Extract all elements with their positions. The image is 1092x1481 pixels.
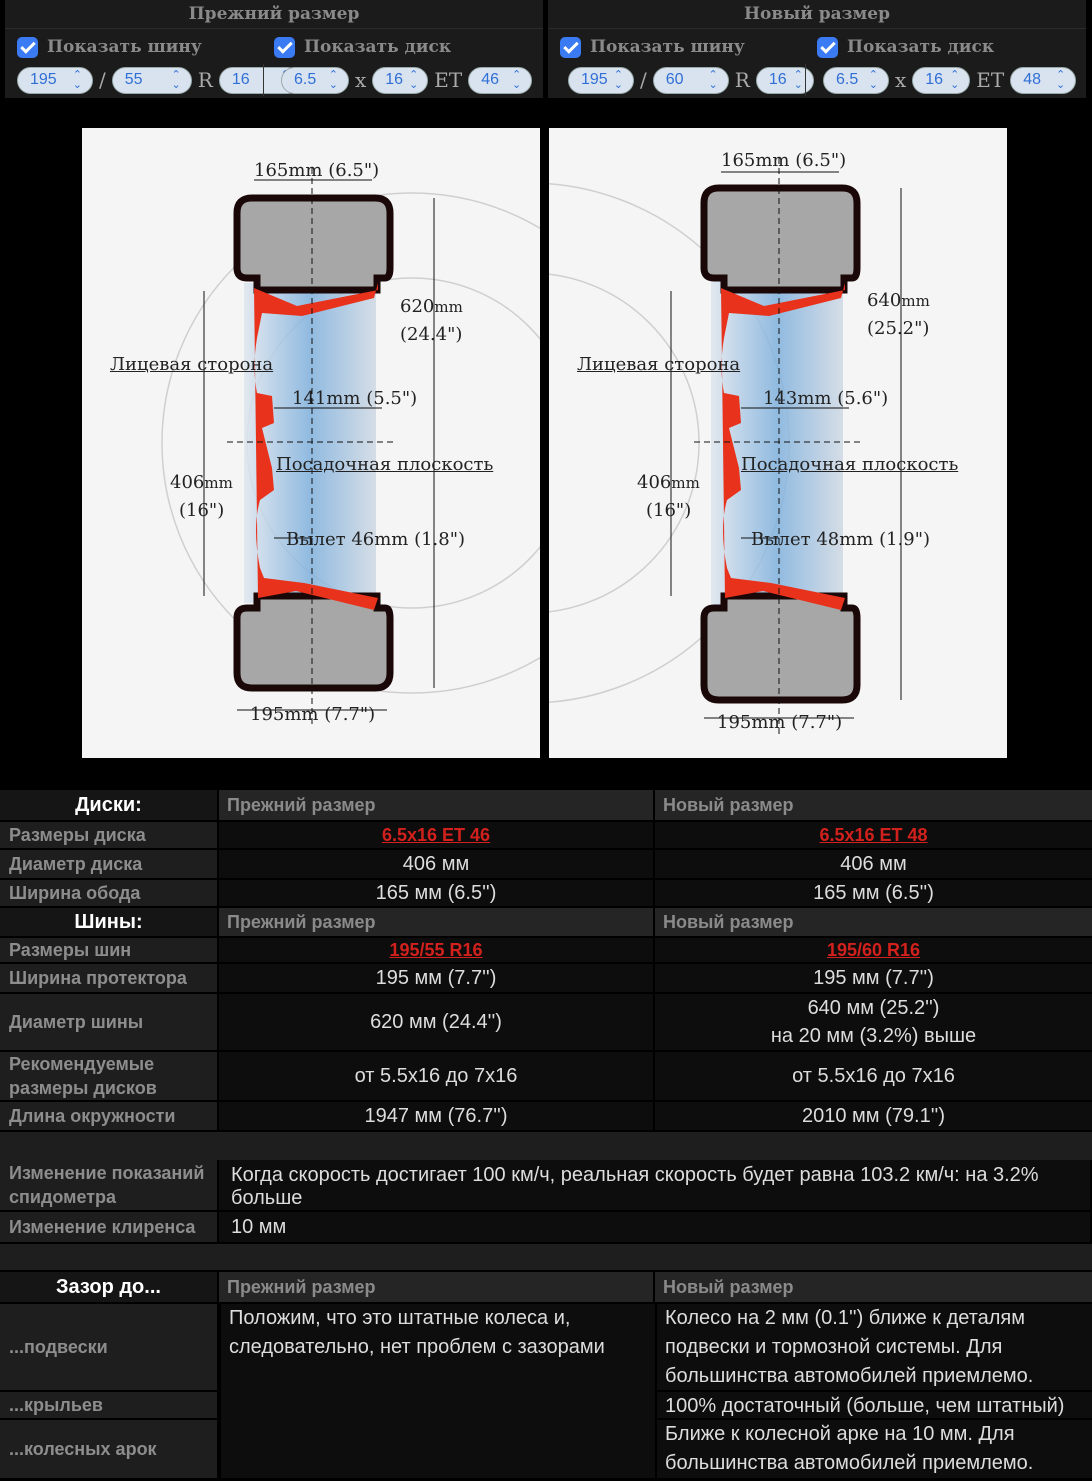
chevron-updown-icon: ⌃ ⌄ — [171, 69, 181, 91]
new-tire-profile-select[interactable]: 60 ⌃ ⌄ — [653, 67, 729, 94]
table-row: Размеры диска 6.5x16 ET 46 6.5x16 ET 48 — [0, 822, 1092, 848]
face-side-label: Лицевая сторона — [577, 354, 741, 375]
table-row: Ширина обода 165 мм (6.5'') 165 мм (6.5'') — [0, 880, 1092, 906]
speedometer-row: Изменение показаний спидометра Когда скорость достигает 100 км/ч, реальная скорость будет равна 103.2 км/ч: на 3.2% больше — [0, 1160, 1092, 1210]
height-label: 640mm — [867, 290, 930, 311]
rim-inch-label: (16") — [179, 500, 225, 521]
suspension-label: ...подвески — [0, 1304, 217, 1390]
old-panel-title: Прежний размер — [5, 0, 543, 29]
rim-inch-label: (16") — [646, 500, 692, 521]
show-disk-label: Показать диск — [847, 37, 995, 57]
new-wheel-diagram — [549, 128, 1007, 758]
col-old-header: Прежний размер — [219, 1272, 653, 1302]
new-arches-text: Ближе к колесной арке на 10 мм. Для большинства автомобилей приемлемо. — [657, 1420, 1092, 1478]
new-show-disk-toggle[interactable] — [817, 34, 994, 60]
old-et-select[interactable]: 46 ⌃ ⌄ — [468, 67, 532, 94]
clearance-header: Зазор до... — [0, 1272, 217, 1302]
new-tire-width-select[interactable]: 195 ⌃ ⌄ — [568, 67, 634, 94]
old-tire-width-select[interactable]: 195 ⌃ ⌄ — [17, 67, 93, 94]
center-bore-label: 143mm (5.6") — [763, 388, 889, 409]
new-tire-rim-select[interactable]: 16 ⌃ ⌄ — [756, 67, 814, 94]
face-side-label: Лицевая сторона — [110, 354, 274, 375]
col-old-header: Прежний размер — [219, 790, 653, 820]
table-row: Диаметр шины 620 мм (24.4'') 640 мм (25.2'') на 20 мм (3.2%) выше — [0, 994, 1092, 1050]
new-wheel-drawing — [549, 128, 1007, 758]
old-clearance-text: Положим, что это штатные колеса и, следовательно, нет проблем с зазорами — [221, 1304, 655, 1478]
rim-diameter-label: 406mm — [637, 472, 700, 493]
chevron-updown-icon: ⌃ ⌄ — [868, 69, 878, 91]
old-tire-rim-select[interactable]: 16 — [219, 67, 301, 94]
tires-header: Шины: — [0, 908, 217, 936]
table-row: Ширина протектора 195 мм (7.7'') 195 мм (7.7'') — [0, 964, 1092, 992]
height-label: 620mm — [400, 296, 463, 317]
old-show-tire-toggle[interactable] — [17, 34, 202, 60]
rim-diameter-label: 406mm — [170, 472, 233, 493]
chevron-updown-icon: ⌃ ⌄ — [793, 69, 803, 91]
new-size-panel: Новый размер Показать шину Показать диск 195 ⌃ ⌄ / 60 ⌃ ⌄ R 16 ⌃ ⌄ 6.5 ⌃ ⌄ x 16 ⌃ ⌄ ET 48 ⌃ ⌄ — [548, 0, 1086, 98]
new-disk-width-select[interactable]: 6.5 ⌃ ⌄ — [823, 67, 889, 94]
new-tire-link[interactable]: 195/60 R16 — [826, 939, 921, 960]
clearance-change-row: Изменение клиренса 10 мм — [0, 1212, 1092, 1242]
new-disk-rim-select[interactable]: 16 ⌃ ⌄ — [912, 67, 970, 94]
col-old-header: Прежний размер — [219, 908, 653, 936]
col-new-header: Новый размер — [655, 790, 1092, 820]
height-inch-label: (24.4") — [400, 324, 463, 345]
center-bore-label: 141mm (5.5") — [292, 388, 418, 409]
height-inch-label: (25.2") — [867, 318, 930, 339]
old-show-disk-toggle[interactable] — [274, 34, 451, 60]
old-wheel-diagram — [82, 128, 540, 758]
fenders-label: ...крыльев — [0, 1392, 217, 1418]
chevron-updown-icon: ⌃ ⌄ — [409, 69, 419, 91]
offset-label: Вылет 48mm (1.9") — [751, 529, 931, 550]
bottom-width-label: 195mm (7.7") — [250, 704, 376, 725]
table-row: Длина окружности 1947 мм (76.7'') 2010 мм (79.1'') — [0, 1102, 1092, 1130]
top-width-label: 165mm (6.5") — [254, 160, 380, 181]
col-new-header: Новый размер — [655, 1272, 1092, 1302]
chevron-updown-icon: ⌃ ⌄ — [613, 69, 623, 91]
chevron-updown-icon: ⌃ ⌄ — [72, 69, 82, 91]
old-tire-link[interactable]: 195/55 R16 — [389, 939, 483, 960]
mount-plane-label: Посадочная плоскость — [276, 454, 494, 475]
new-panel-title: Новый размер — [548, 0, 1086, 29]
chevron-updown-icon: ⌃ ⌄ — [950, 69, 960, 91]
checkbox-icon[interactable] — [17, 37, 38, 58]
old-size-panel: Прежний размер Показать шину Показать диск 195 ⌃ ⌄ / 55 ⌃ ⌄ R 16 6.5 ⌃ ⌄ x 16 ⌃ ⌄ ET 46 ⌃ ⌄ — [5, 0, 543, 98]
show-disk-label: Показать диск — [304, 37, 452, 57]
checkbox-icon[interactable] — [560, 37, 581, 58]
checkbox-icon[interactable] — [817, 37, 838, 58]
table-row: Диаметр диска 406 мм 406 мм — [0, 850, 1092, 878]
table-row: Рекомендуемые размеры дисков от 5.5x16 до 7x16 от 5.5x16 до 7x16 — [0, 1052, 1092, 1100]
col-new-header: Новый размер — [655, 908, 1092, 936]
old-wheel-drawing — [82, 128, 540, 758]
old-tire-profile-select[interactable]: 55 ⌃ ⌄ — [112, 67, 192, 94]
bottom-width-label: 195mm (7.7") — [717, 712, 843, 733]
new-suspension-text: Колесо на 2 мм (0.1'') ближе к деталям подвески и тормозной системы. Для большинства автомобилей приемлемо. — [657, 1304, 1092, 1390]
chevron-updown-icon: ⌃ ⌄ — [328, 69, 338, 91]
old-disk-rim-select[interactable]: 16 ⌃ ⌄ — [372, 67, 428, 94]
old-disk-link[interactable]: 6.5x16 ET 46 — [381, 824, 491, 845]
chevron-updown-icon: ⌃ ⌄ — [1056, 69, 1066, 91]
new-fenders-text: 100% достаточный (больше, чем штатный) — [657, 1392, 1092, 1418]
tires-header-row — [0, 908, 1092, 936]
new-et-select[interactable]: 48 ⌃ ⌄ — [1010, 67, 1076, 94]
new-show-tire-toggle[interactable] — [560, 34, 745, 60]
spacer-row — [0, 1244, 1092, 1270]
old-disk-width-select[interactable]: 6.5 ⌃ ⌄ — [281, 67, 349, 94]
show-tire-label: Показать шину — [590, 37, 745, 57]
table-row: Размеры шин 195/55 R16 195/60 R16 — [0, 938, 1092, 962]
checkbox-icon[interactable] — [274, 37, 295, 58]
arches-label: ...колесных арок — [0, 1420, 217, 1478]
disks-header: Диски: — [0, 790, 217, 820]
spacer-row — [0, 1132, 1092, 1160]
show-tire-label: Показать шину — [47, 37, 202, 57]
new-disk-link[interactable]: 6.5x16 ET 48 — [819, 824, 928, 845]
top-width-label: 165mm (6.5") — [721, 150, 847, 171]
clearance-header-row — [0, 1272, 1092, 1302]
chevron-updown-icon: ⌃ ⌄ — [512, 69, 522, 91]
chevron-updown-icon: ⌃ ⌄ — [708, 69, 718, 91]
mount-plane-label: Посадочная плоскость — [741, 454, 959, 475]
offset-label: Вылет 46mm (1.8") — [286, 529, 466, 550]
disks-header-row — [0, 790, 1092, 820]
